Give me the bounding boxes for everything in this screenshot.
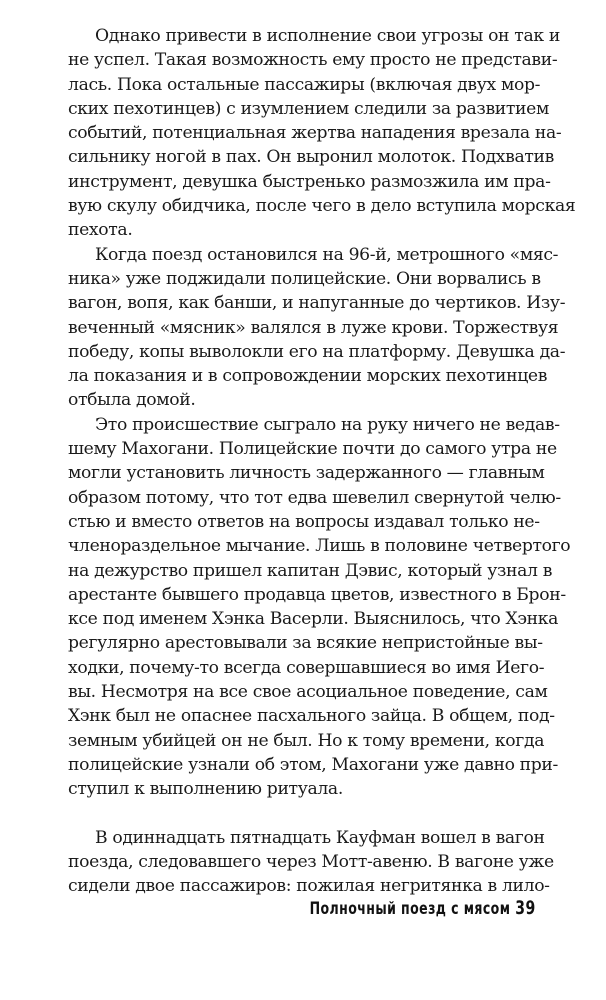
text-line: ходки, почему-то всегда совершавшиеся во имя Иего- [68,657,545,678]
text-line: членораздельное мычание. Лишь в половине четвертого [68,536,571,557]
text-line: полицейские узнали об этом, Махогани уже давно при- [68,754,558,775]
text-line: сидели двое пассажиров: пожилая негритянка в лило- [68,876,550,897]
text-line: ступил к выполнению ритуала. [68,779,343,800]
text-line: не успел. Такая возможность ему просто не представи- [68,50,558,71]
text-line: шему Махогани. Полицейские почти до самого утра не [68,439,557,460]
text-line: отбыла домой. [68,390,196,411]
text-line: лась. Пока остальные пассажиры (включая двух мор- [68,74,541,95]
text-line: Когда поезд остановился на 96-й, метрошного «мяс- [95,244,559,265]
page-number: 39 [515,897,536,919]
text-line: могли установить личность задержанного — главным [68,463,545,484]
text-line: веченный «мясник» валялся в луже крови. Торжествуя [68,317,559,338]
text-line: вагон, вопя, как банши, и напуганные до чертиков. Изу- [68,293,566,314]
paragraph [68,243,566,413]
text-line: Это происшествие сыграло на руку ничего не ведав- [95,414,560,435]
text-line: ксе под именем Хэнка Васерли. Выяснилось, что Хэнка [68,609,559,630]
text-line: земным убийцей он не был. Но к тому времени, когда [68,730,545,751]
text-line: арестанте бывшего продавца цветов, известного в Брон- [68,584,566,605]
page-footer [310,897,536,919]
text-line: Однако привести в исполнение свои угрозы он так и [95,26,560,46]
paragraph [68,24,576,243]
text-line: ских пехотинцев) с изумлением следили за развитием [68,98,549,119]
text-line: поезда, следовавшего через Мотт-авеню. В вагоне уже [68,852,554,873]
paragraph [68,826,554,899]
text-line: на дежурство пришел капитан Дэвис, который узнал в [68,560,553,581]
text-line: пехота. [68,220,133,241]
text-line: ника» уже поджидали полицейские. Они ворвались в [68,268,541,289]
text-line: вую скулу обидчика, после чего в дело вступила морская [68,196,576,217]
paragraph [68,413,571,802]
text-line: сильнику ногой в пах. Он выронил молоток. Подхватив [68,147,554,168]
text-line: В одиннадцать пятнадцать Кауфман вошел в вагон [95,827,545,848]
text-line: стью и вместо ответов на вопросы издавал только не- [68,511,540,532]
text-line: инструмент, девушка быстренько размозжила им пра- [68,171,551,192]
text-line: вы. Несмотря на все свое асоциальное поведение, сам [68,682,548,703]
text-line: образом потому, что тот едва шевелил свернутой челю- [68,487,561,508]
running-title: Полночный поезд с мясом [309,899,511,919]
section-break [68,802,538,826]
body-text [68,24,576,899]
text-line: победу, копы выволокли его на платформу. Девушка да- [68,341,566,362]
text-line: регулярно арестовывали за всякие непристойные вы- [68,633,543,654]
text-line: Хэнк был не опаснее пасхального зайца. В общем, под- [68,706,555,727]
text-line: ла показания и в сопровождении морских пехотинцев [68,366,548,387]
text-line: событий, потенциальная жертва нападения врезала на- [68,123,562,144]
